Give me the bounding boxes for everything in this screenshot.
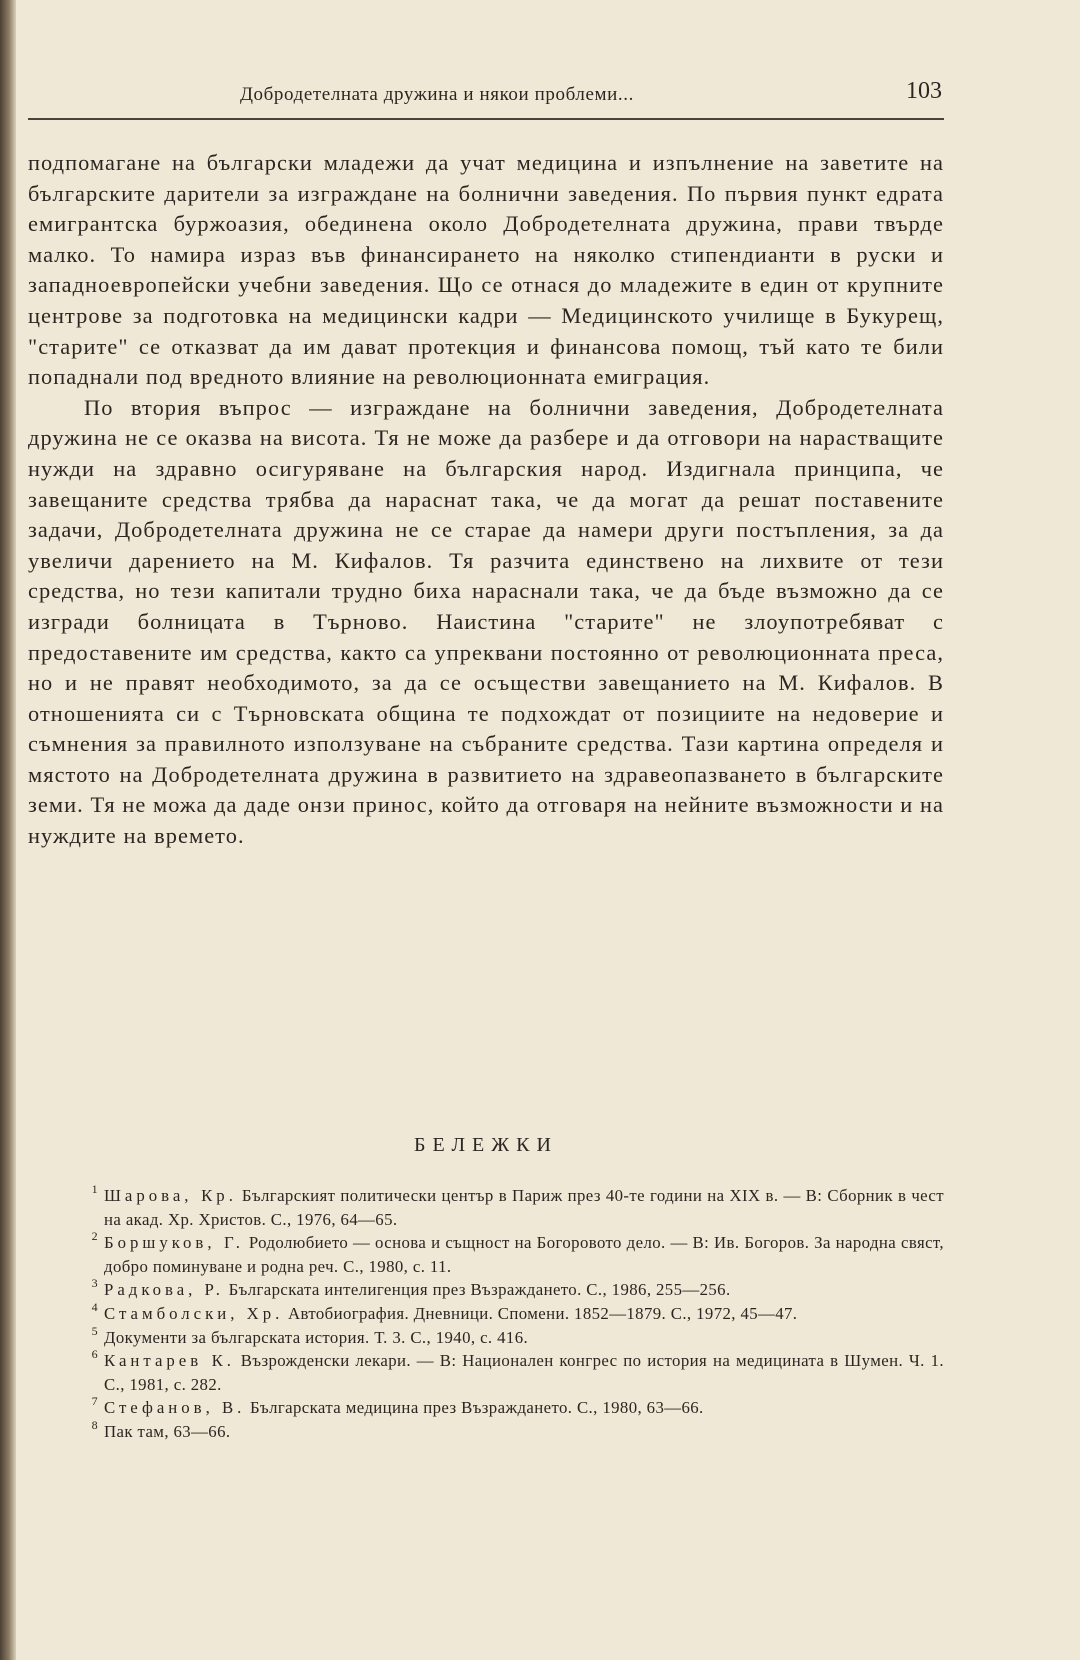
running-header [28,78,944,120]
note-item [28,1231,944,1278]
main-text [28,148,944,852]
note-number: 3 [91,1276,98,1291]
paragraph: подпомагане на български младежи да учат медицина и изпълнение на заветите на българските дарители за изграждане на болнични заведения. По първия пункт едрата емигрантска буржоазия, обединена около Добродетелната дружина, прави твърде малко. То намира израз във финансирането на няколко стипендианти в руски и западноевропейски учебни заведения. Що се отнася до младежите в един от крупните центрове за подготовка на медицински кадри — Медицинското училище в Букурещ, "старите" се отказват да им дават протекция и финансова помощ, тъй като те били попаднали под вредното влияние на революционната емиграция. [28,150,944,390]
note-author: Боршуков, Г. [104,1233,244,1253]
notes-heading: БЕЛЕЖКИ [414,1134,558,1156]
running-title: Добродетелната дружина и някои проблеми... [240,84,634,105]
paragraph: По втория въпрос — изграждане на болнични заведения, Добродетелната дружина не се оказва на висота. Тя не може да разбере и да отговори на нарастващите нужди на здравно осигуряване на българския народ. Издигнала принципа, че завещаните средства трябва да нараснат така, че да могат да решат поставените задачи, Добродетелната дружина не се старае да намери други постъпления, за да увеличи дарението на М. Кифалов. Тя разчита единствено на лихвите от тези средства, но тези капитали трудно биха нараснали така, че да бъде възможно да се изгради болницата в Търново. Наистина "старите" не злоупотребяват с предоставените им средства, както са упреквани постоянно от революционната преса, но и не правят необходимото, за да се осъществи завещанието на М. Кифалов. В отношенията си с Търновската община те подхождат от позициите на недоверие и съмнения за правилното използуване на събраните средства. Тази картина определя и мястото на Добродетелната дружина в развитието на здравеопазването в българските земи. Тя не можа да даде онзи принос, който да отговаря на нейните възможности и на нуждите на времето. [28,394,944,849]
note-text: Възрожденски лекари. — В: Национален конгрес по история на медицината в Шумен. Ч. 1. С., 1981, с. 282. [104,1351,944,1394]
note-item [28,1417,944,1444]
note-number: 7 [91,1394,98,1409]
note-number: 6 [91,1347,98,1362]
notes-list [28,1184,944,1444]
note-item [28,1299,944,1326]
note-author: Кантарев К. [104,1351,235,1371]
note-number: 2 [91,1229,98,1244]
page-number: 103 [906,78,942,104]
note-author: Стамболски, Хр. [104,1303,284,1323]
note-author: Стефанов, В. [104,1398,246,1418]
note-item [28,1396,944,1420]
note-text: Автобиография. Дневници. Спомени. 1852—1879. С., 1972, 45—47. [283,1303,798,1323]
note-number: 8 [91,1417,98,1432]
note-text: Пак там, 63—66. [104,1421,231,1441]
note-item [28,1349,944,1396]
note-number: 4 [91,1299,98,1314]
page-binding-edge [0,0,16,1660]
note-item [28,1278,944,1302]
note-author: Шарова, Кр. [104,1186,237,1205]
note-text: Документи за българската история. Т. 3. С., 1940, с. 416. [104,1327,529,1347]
note-text: Българският политически център в Париж през 40-те години на XIX в. — В: Сборник в чест на акад. Хр. Христов. С., 1976, 64—65. [104,1186,945,1229]
note-number: 5 [91,1323,98,1338]
note-number: 1 [91,1182,98,1196]
note-text: Българската медицина през Възраждането. С., 1980, 63—66. [245,1398,704,1418]
note-text: Българската интелигенция през Възраждането. С., 1986, 255—256. [223,1280,731,1300]
book-page [28,0,944,1660]
note-item [28,1323,944,1350]
note-text: Родолюбието — основа и същност на Богоровото дело. — В: Ив. Богоров. За народна свяст, добро поминуване и родна реч. С., 1980, с. 11. [104,1233,944,1276]
note-author: Радкова, Р. [104,1280,224,1300]
note-item [28,1184,944,1231]
